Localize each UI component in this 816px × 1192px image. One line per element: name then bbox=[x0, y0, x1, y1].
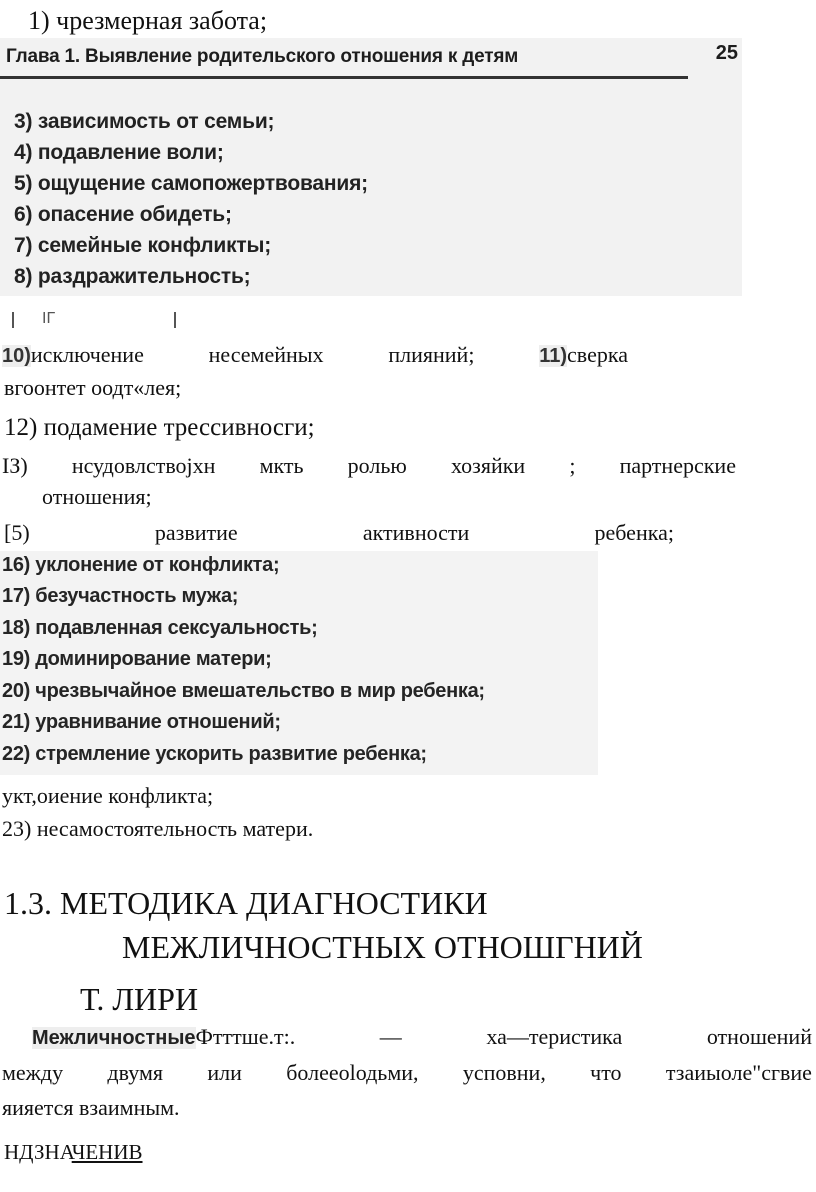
header-rule bbox=[0, 76, 688, 79]
scan-glyph: ІГ bbox=[42, 310, 56, 327]
list-item-6: 6) опасение обидеть; bbox=[14, 203, 232, 226]
list-item-18: 18) подавленная сексуальность; bbox=[2, 617, 318, 639]
list-item-10-cont: вгоонтет оодт«лея; bbox=[4, 375, 182, 400]
scanned-word: Межличностные bbox=[32, 1027, 196, 1049]
list-item-13: ІЗ) нсудовлствојхн мкть ролью хозяйки ; партнерские bbox=[2, 453, 736, 478]
list-item-5: 5) ощущение самопожертвования; bbox=[14, 172, 368, 195]
scanned-page-fragment-1 bbox=[0, 38, 742, 296]
list-item-19: 19) доминирование матери; bbox=[2, 648, 272, 670]
paragraph-line-1: МежличностныеФтттше.т:. — ха—теристика отношений bbox=[32, 1024, 812, 1049]
scan-artifacts bbox=[0, 312, 200, 330]
footer-heading: НДЗНАЧЕНИВ bbox=[4, 1140, 143, 1164]
list-item-16: 16) уклонение от конфликта; bbox=[2, 554, 280, 576]
list-item-12: 12) подамение трессивносги; bbox=[4, 414, 315, 441]
list-item-4: 4) подавление воли; bbox=[14, 141, 224, 164]
list-item-ukt: укт,оиение конфликта; bbox=[2, 783, 214, 808]
item-number: 10) bbox=[2, 345, 31, 367]
scan-tick bbox=[12, 312, 14, 328]
list-item-13-cont: отношения; bbox=[42, 484, 152, 509]
section-heading-line-1: 1.3. МЕТОДИКА ДИАГНОСТИКИ bbox=[4, 885, 488, 921]
list-item-1: 1) чрезмерная забота; bbox=[28, 6, 268, 35]
list-item-22: 22) стремление ускорить развитие ребенка; bbox=[2, 743, 427, 765]
list-item-21: 21) уравнивание отношений; bbox=[2, 711, 281, 733]
list-item-20: 20) чрезвычайное вмешательство в мир ребенка; bbox=[2, 680, 485, 702]
list-item-10: 10)исключение несемейных плияний; 11)сверка bbox=[2, 342, 628, 367]
list-item-17: 17) безучастность мужа; bbox=[2, 585, 239, 607]
section-heading-line-3: Т. ЛИРИ bbox=[80, 981, 199, 1017]
section-heading-line-2: МЕЖЛИЧНОСТНЫХ ОТНОШГНИЙ bbox=[122, 929, 643, 965]
scanned-page-fragment-2 bbox=[0, 551, 598, 775]
paragraph-line-2: между двумя или болееolодьми, усповни, что тзаиыоле"сгвие bbox=[2, 1060, 812, 1085]
scan-tick bbox=[174, 312, 176, 328]
list-item-8: 8) раздражительность; bbox=[14, 265, 251, 288]
list-item-3: 3) зависимость от семьи; bbox=[14, 110, 275, 133]
chapter-header: Глава 1. Выявление родительского отношения к детям bbox=[6, 46, 519, 67]
paragraph-line-3: яияется взаимным. bbox=[2, 1095, 180, 1120]
list-item-15: [5) развитие активности ребенка; bbox=[4, 520, 674, 545]
item-number: 11) bbox=[539, 345, 568, 367]
list-item-7: 7) семейные конфликты; bbox=[14, 234, 272, 257]
list-item-23: 23) несамостоятельность матери. bbox=[2, 816, 314, 841]
page-number: 25 bbox=[715, 42, 738, 64]
